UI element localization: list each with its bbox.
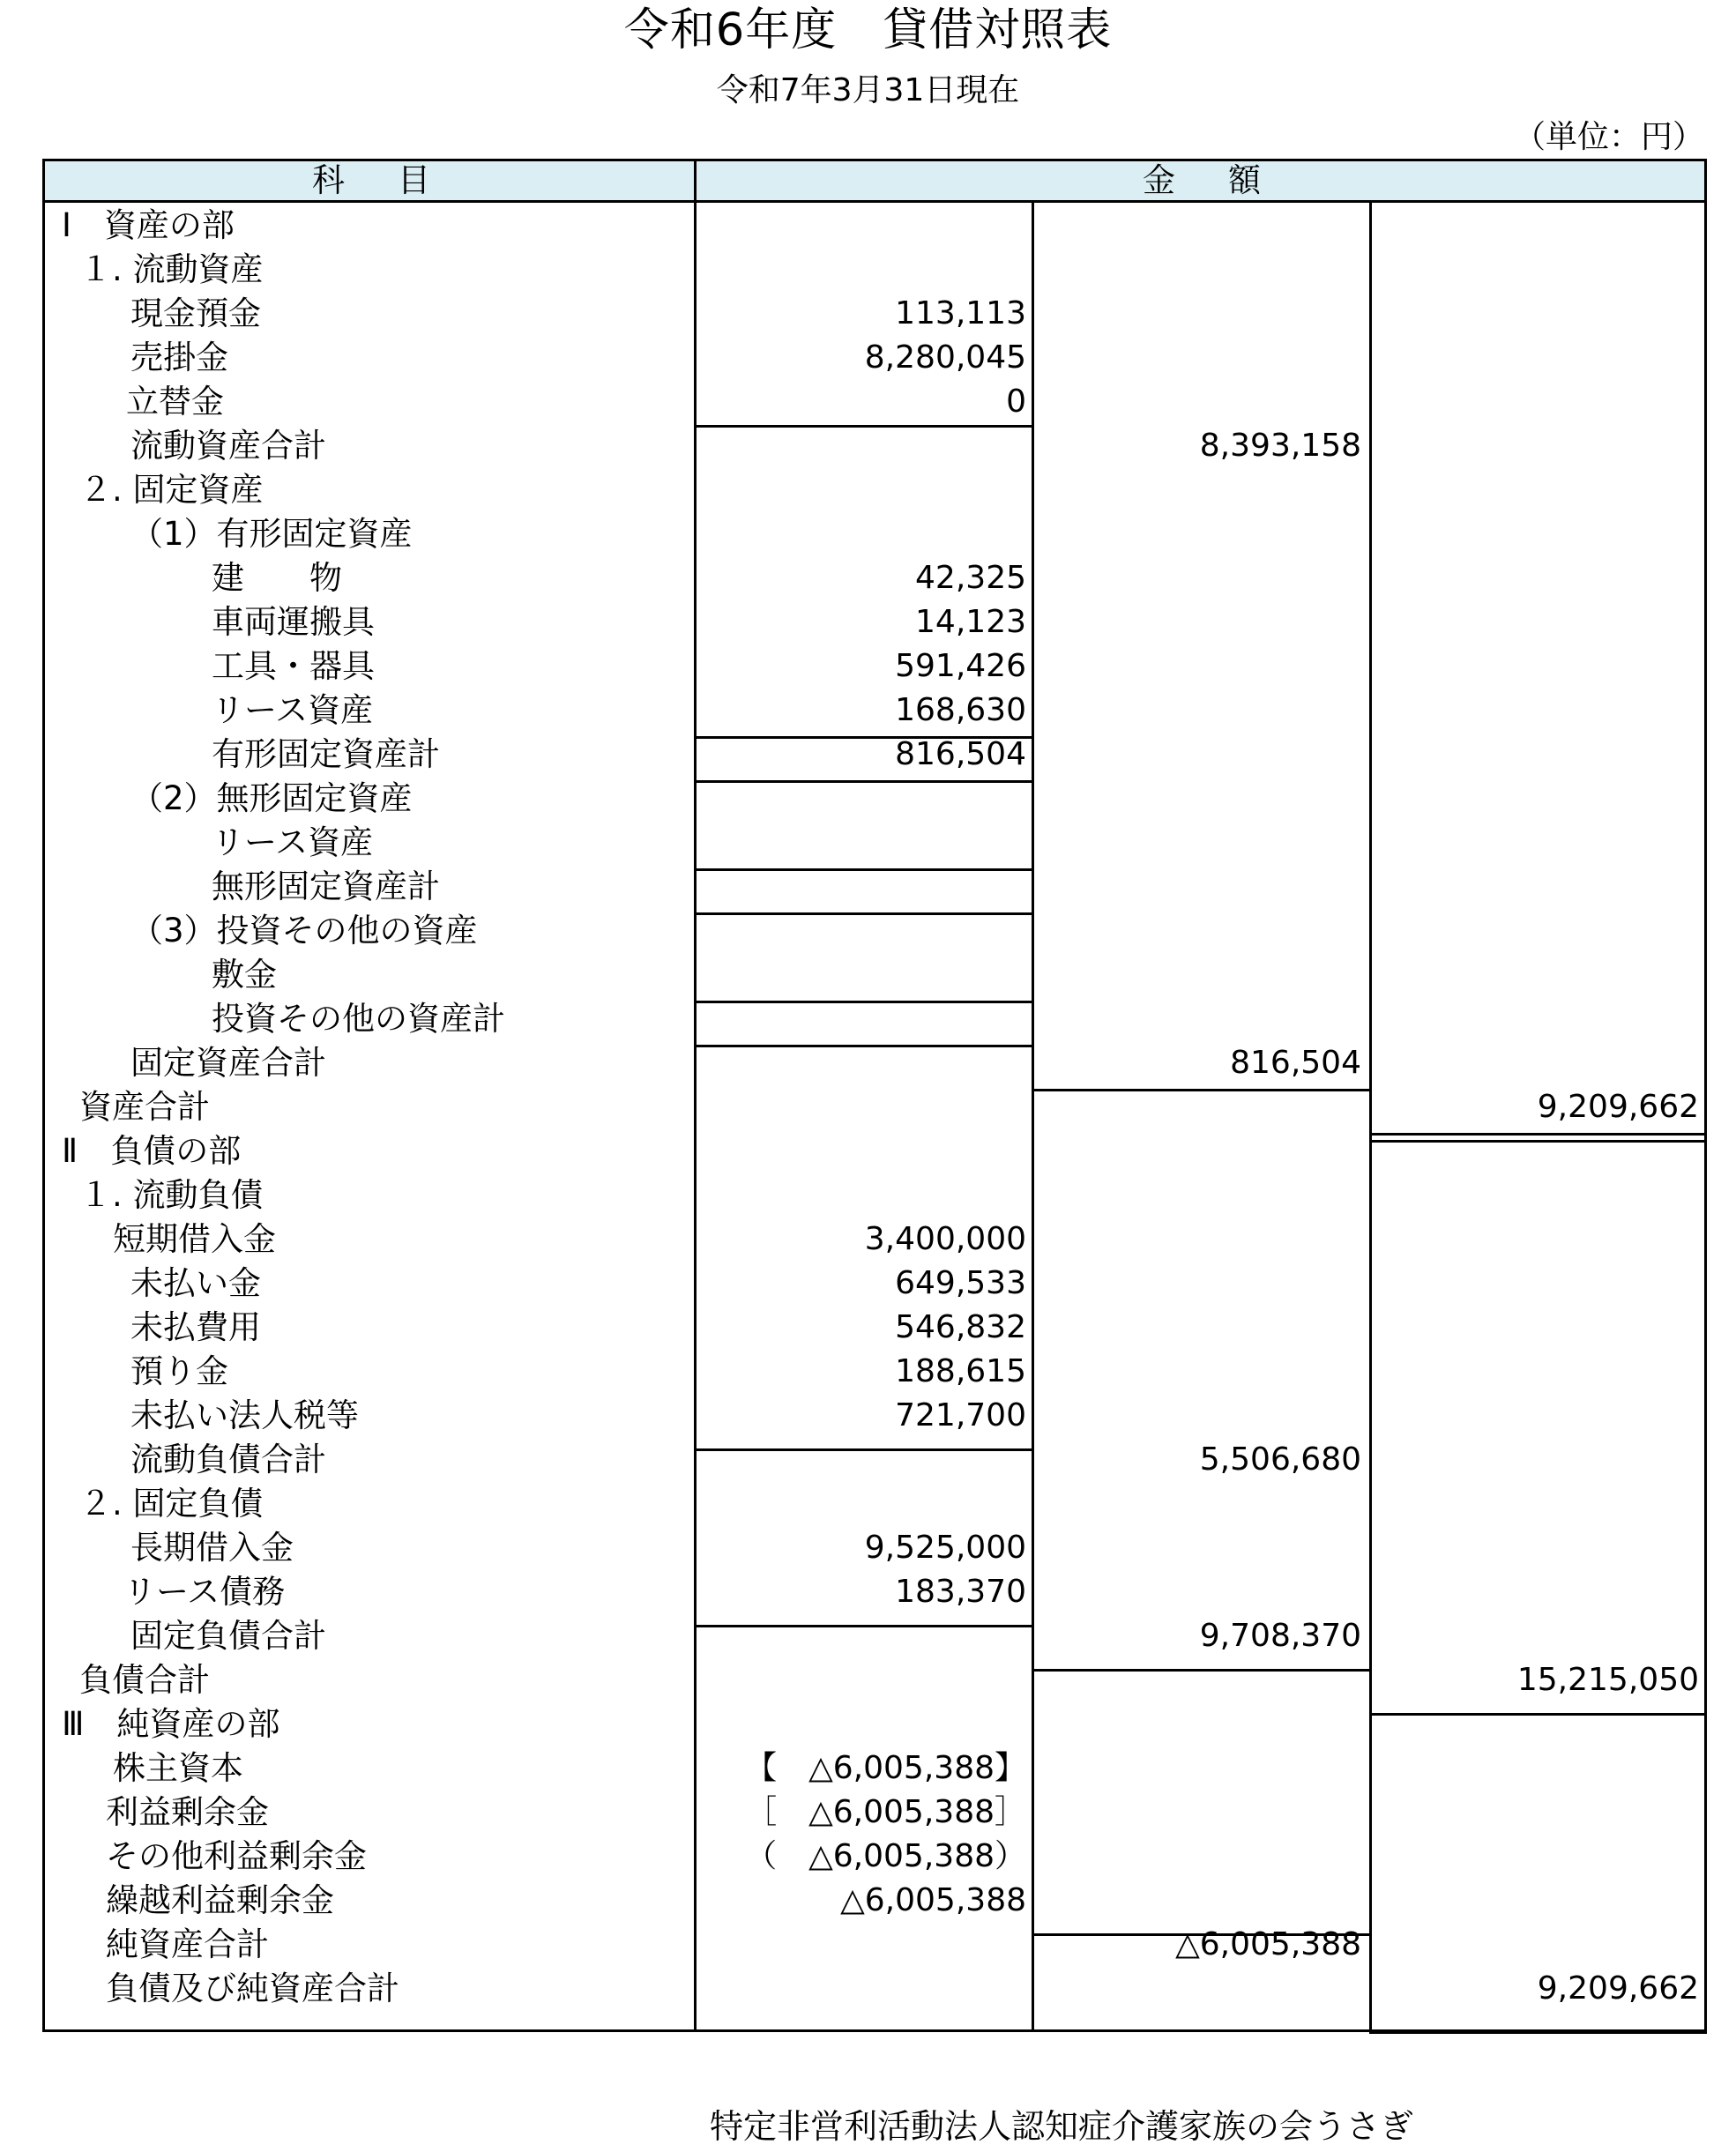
- amount-detail: 8,280,045: [864, 339, 1026, 376]
- amount-subtotal: 8,393,158: [1199, 428, 1361, 464]
- row-label: 無形固定資産計: [212, 868, 440, 905]
- row-label: 有形固定資産計: [212, 735, 440, 773]
- subtotal-rule: [694, 425, 1034, 428]
- unit-note: （単位：円）: [1513, 119, 1704, 155]
- row-label: （3）投資その他の資産: [130, 912, 478, 949]
- row-label: １. 流動負債: [79, 1176, 264, 1214]
- amount-total: 9,209,662: [1537, 1089, 1699, 1125]
- row-label: リース資産: [212, 823, 374, 861]
- amount-detail: 168,630: [895, 692, 1026, 728]
- row-label: 短期借入金: [113, 1220, 276, 1258]
- amount-detail: 183,370: [895, 1574, 1026, 1610]
- row-label: 固定資産合計: [130, 1044, 326, 1082]
- amount-detail: 113,113: [895, 295, 1026, 331]
- row-label: リース債務: [123, 1573, 286, 1611]
- document-title: 令和6年度 貸借対照表: [623, 4, 1113, 56]
- row-label: 資産合計: [79, 1088, 210, 1126]
- row-label: 株主資本: [113, 1749, 243, 1787]
- row-label: 車両運搬具: [212, 603, 375, 641]
- amount-subtotal: 5,506,680: [1199, 1441, 1361, 1478]
- row-label: 利益剰余金: [106, 1793, 269, 1831]
- subtotal-rule: [694, 1625, 1034, 1627]
- row-label: 現金預金: [130, 294, 261, 332]
- row-label: 繰越利益剰余金: [106, 1881, 334, 1919]
- column-divider: [1369, 201, 1372, 2032]
- row-label: 未払い金: [130, 1264, 261, 1302]
- subtotal-rule: [694, 1001, 1034, 1003]
- row-label: 敷金: [212, 956, 277, 994]
- organization-name: 特定非営利活動法人認知症介護家族の会うさぎ: [710, 2107, 1414, 2146]
- row-label: 流動資産合計: [130, 427, 326, 465]
- row-label: １. 流動資産: [79, 250, 264, 288]
- total-double-rule: [1369, 1140, 1707, 1143]
- subtotal-rule: [694, 1045, 1034, 1047]
- row-label: ２. 固定負債: [79, 1485, 264, 1523]
- subtotal-rule: [1032, 1669, 1372, 1672]
- subtotal-rule: [694, 912, 1034, 915]
- column-header-subject: 科目: [312, 161, 483, 199]
- amount-detail: 721,700: [895, 1397, 1026, 1433]
- amount-subtotal: 9,708,370: [1199, 1618, 1361, 1654]
- row-label: 純資産合計: [106, 1925, 269, 1963]
- as-of-date: 令和7年3月31日現在: [716, 72, 1020, 108]
- row-label: 工具・器具: [212, 647, 375, 685]
- amount-detail: 591,426: [895, 648, 1026, 684]
- row-label: リース資産: [212, 691, 374, 729]
- row-label: 預り金: [130, 1352, 228, 1390]
- subtotal-rule: [1032, 1089, 1372, 1091]
- table-header: [42, 159, 1707, 203]
- row-label: 未払費用: [130, 1308, 261, 1346]
- row-label: Ⅰ 資産の部: [62, 206, 235, 244]
- amount-detail: 9,525,000: [864, 1530, 1026, 1566]
- row-label: 負債合計: [79, 1661, 210, 1699]
- amount-detail: 【 △6,005,388】: [745, 1750, 1026, 1786]
- amount-detail: 3,400,000: [864, 1221, 1026, 1257]
- subtotal-rule: [1369, 1713, 1707, 1716]
- amount-detail: 816,504: [895, 736, 1026, 772]
- row-label: 流動負債合計: [130, 1441, 326, 1478]
- column-header-amount: 金額: [1143, 161, 1314, 199]
- row-label: Ⅱ 負債の部: [62, 1132, 242, 1170]
- subtotal-rule: [694, 868, 1034, 871]
- amount-subtotal: 816,504: [1230, 1045, 1361, 1081]
- row-label: ２. 固定資産: [79, 471, 264, 509]
- amount-detail: 14,123: [915, 604, 1026, 640]
- row-label: 未払い法人税等: [130, 1396, 359, 1434]
- total-double-rule: [1369, 1133, 1707, 1136]
- amount-detail: 188,615: [895, 1353, 1026, 1389]
- row-label: 売掛金: [130, 339, 228, 376]
- amount-detail: 546,832: [895, 1309, 1026, 1345]
- amount-detail: 42,325: [915, 560, 1026, 596]
- row-label: 長期借入金: [130, 1529, 294, 1567]
- row-label: 立替金: [126, 383, 224, 421]
- row-label: （1）有形固定資産: [130, 515, 413, 553]
- row-label: 固定負債合計: [130, 1617, 326, 1655]
- amount-detail: 649,533: [895, 1265, 1026, 1301]
- row-label: 負債及び純資産合計: [106, 1970, 399, 2007]
- amount-detail: 0: [1006, 383, 1026, 420]
- row-label: 建 物: [212, 559, 342, 597]
- subtotal-rule: [694, 1448, 1034, 1451]
- amount-detail: △6,005,388: [840, 1882, 1026, 1918]
- amount-detail: ［ △6,005,388］: [745, 1794, 1026, 1830]
- column-divider: [1032, 201, 1034, 2032]
- subtotal-rule: [694, 780, 1034, 783]
- row-label: その他利益剰余金: [106, 1837, 367, 1875]
- row-label: 投資その他の資産計: [212, 1000, 505, 1038]
- row-label: （2）無形固定資産: [130, 779, 413, 817]
- amount-total: 15,215,050: [1516, 1662, 1699, 1698]
- amount-detail: （ △6,005,388）: [745, 1838, 1026, 1874]
- row-label: Ⅲ 純資産の部: [62, 1705, 280, 1743]
- amount-total: 9,209,662: [1537, 1970, 1699, 2007]
- total-double-rule: [1369, 2031, 1707, 2034]
- amount-subtotal: △6,005,388: [1175, 1926, 1361, 1962]
